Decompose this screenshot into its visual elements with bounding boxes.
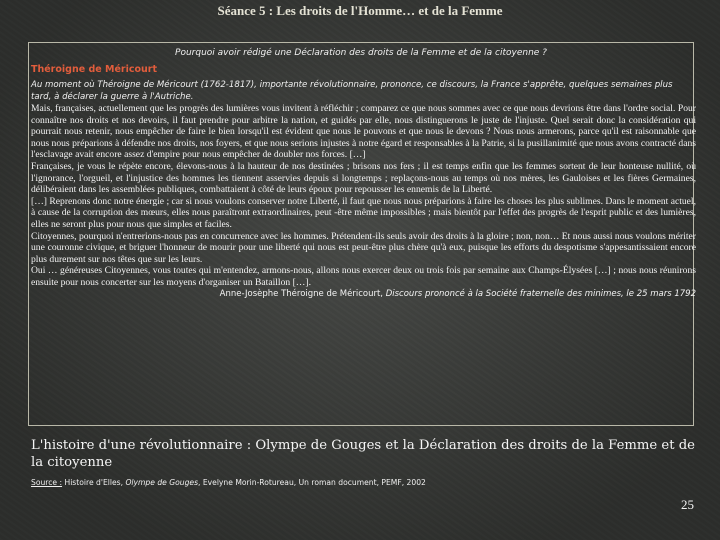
guiding-question: Pourquoi avoir rédigé une Déclaration des droits de la Femme et de la citoyenne ?: [175, 48, 547, 58]
source-text-before: Histoire d'Elles,: [64, 478, 124, 487]
signature: [31, 289, 696, 301]
speech-excerpt: [31, 103, 696, 300]
paragraph: Françaises, je vous le répète encore, élevons-nous à la hauteur de nos destinées ; brisons nos fers ; il est temps enfin que les femmes sortent de leur honteuse nullité, où l'ignorance, l'orgueil, et l'injustice des hommes les tiennent asservies depuis si longtemps ; replaçons-nous au temps où nos mères, les Gauloises et les fières Germaines, délibéraient dans les assemblées publiques, combattaient à côté de leurs époux pour repousser les ennemis de la Liberté.: [31, 160, 696, 196]
paragraph: Oui … généreuses Citoyennes, vous toutes qui m'entendez, armons-nous, allons nous exercer deux ou trois fois par semaine aux Champs-Élysées […] ; nous nous réunirons ensuite pour nous concerter sur les moyens d'organiser un Bataillon […].: [31, 265, 696, 288]
signature-name: Anne-Josèphe Théroigne de Méricourt,: [219, 288, 384, 299]
signature-detail: Discours prononcé à la Société fraternelle des minimes, le 25 mars 1792: [385, 288, 696, 299]
paragraph: […] Reprenons donc notre énergie ; car si nous voulons conserver notre Liberté, il faut que nous nous préparions à faire les choses les plus sublimes. Dans le moment actuel, à cause de la corruption des mœurs, elles nous paraîtront extraordinaires, peut -être même impossibles ; mais bientôt par l'effet des progrès de l'esprit public et des lumières, elles ne seront plus pour nous que simples et faciles.: [31, 195, 696, 230]
source-label: Source :: [31, 478, 63, 487]
source-text-after: , Evelyne Morin-Rotureau, Un roman document, PEMF, 2002: [198, 478, 426, 487]
section-heading: L'histoire d'une révolutionnaire : Olympe de Gouges et la Déclaration des droits de la Femme et de la citoyenne: [31, 438, 695, 470]
author-name: Théroigne de Méricourt: [31, 64, 158, 75]
intro-text: Au moment où Théroigne de Méricourt (1762-1817), importante révolutionnaire, prononce, ce discours, la France s'apprête, quelques semaines plus tard, à déclarer la guerre à l'Autriche.: [31, 80, 673, 102]
slide-title: Séance 5 : Les droits de l'Homme… et de la Femme: [217, 3, 503, 18]
paragraph: Citoyennes, pourquoi n'entrerions-nous pas en concurrence avec les hommes. Prétendent-ils seuls avoir des droits à la gloire ; non, non… Et nous aussi nous voulons mériter une couronne civique, et briguer l'honneur de mourir pour une liberté qui nous est peut-être plus chère qu'à eux, puisque les efforts du despotisme s'appesantissaient encore plus durement sur nos têtes que sur les leurs.: [31, 230, 696, 265]
paragraph: Mais, françaises, actuellement que les progrès des lumières vous invitent à réfléchir ; comparez ce que nous sommes avec ce que nous devrions être dans l'ordre social. Pour connaître nos droits et nos devoirs, il faut prendre pour arbitre la nation, et guidés par elle, nous distinguerons le juste de l'injuste. Quel serait donc la considération qui pourrait nous retenir, nous empêcher de faire le bien lorsqu'il est évident que nous le pouvons et que nous le devons ? Nous nous armerons, parce qu'il est raisonnable que nous nous préparions à défendre nos droits, nos foyers, et que nous serions injustes à notre égard et responsables à la Patrie, si la pusillanimité que nous avons contracté dans l'esclavage avait encore assez d'empire pour nous empêcher de doubler nos forces. […]: [31, 103, 696, 161]
page-number: 25: [681, 497, 694, 512]
source-line: [31, 478, 696, 487]
source-book-title: Olympe de Gouges: [125, 478, 199, 487]
